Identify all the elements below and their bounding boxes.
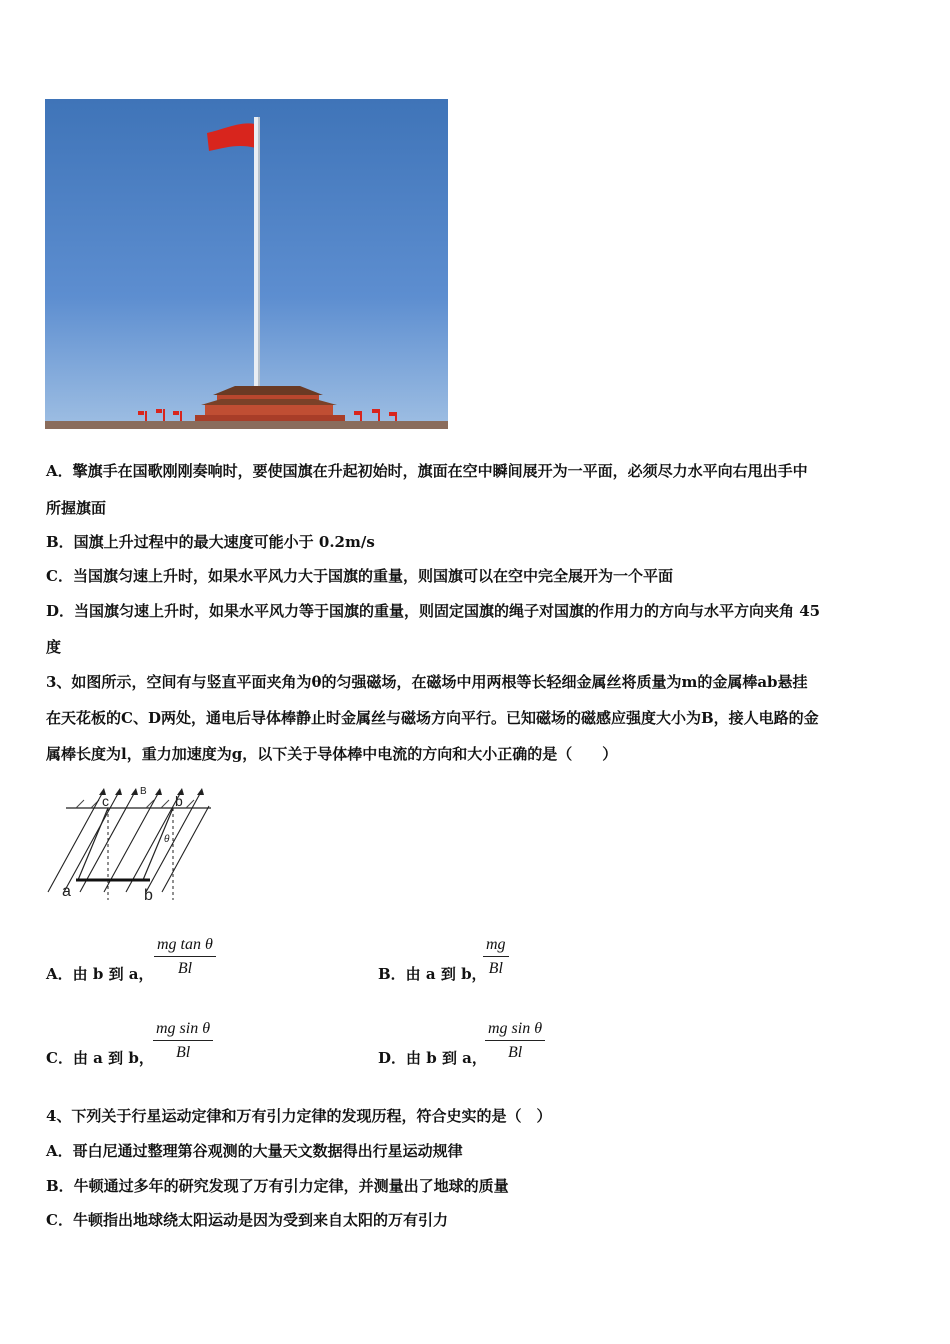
q3-option-a-numerator: mg tan θ [154, 936, 216, 957]
q3-option-c-fraction [153, 1020, 213, 1062]
q3-stem-line1: 3、如图所示，空间有与竖直平面夹角为θ的匀强磁场，在磁场中用两根等长轻细金属丝将质量为m的金属棒ab悬挂 [46, 673, 808, 691]
label-field-b: B [140, 786, 147, 797]
label-theta: θ [164, 834, 170, 845]
q3-option-b-label: B．由 a 到 b， [378, 965, 487, 983]
q4-option-b: B．牛顿通过多年的研究发现了万有引力定律，并测量出了地球的质量 [46, 1177, 509, 1195]
q3-stem-line3: 属棒长度为l，重力加速度为g，以下关于导体棒中电流的方向和大小正确的是（ ） [46, 745, 618, 763]
q3-option-a-fraction [154, 936, 216, 978]
q3-option-b-numerator: mg [483, 936, 509, 957]
q2-option-a-line2: 所握旗面 [46, 499, 107, 517]
label-d: b [175, 793, 183, 809]
q3-stem-line2: 在天花板的C、D两处，通电后导体棒静止时金属丝与磁场方向平行。已知磁场的磁感应强度大小为B，接人电路的金 [46, 709, 819, 727]
q3-option-c-denominator: Bl [175, 1044, 191, 1061]
label-a: a [62, 883, 71, 900]
q3-option-d-label: D．由 b 到 a， [378, 1049, 487, 1067]
q3-option-d-fraction [485, 1020, 545, 1062]
magnetic-field-diagram [46, 782, 216, 907]
q3-option-c-numerator: mg sin θ [153, 1020, 213, 1041]
q4-option-c: C．牛顿指出地球绕太阳运动是因为受到来自太阳的万有引力 [46, 1211, 448, 1229]
q3-option-d-denominator: Bl [507, 1044, 523, 1061]
q4-stem: 4、下列关于行星运动定律和万有引力定律的发现历程，符合史实的是（ ） [46, 1107, 552, 1125]
q3-option-b-denominator: Bl [488, 960, 503, 977]
q3-option-d-numerator: mg sin θ [485, 1020, 545, 1041]
flag-photo [45, 99, 448, 429]
q3-option-a-label: A．由 b 到 a， [46, 965, 154, 983]
q3-option-a-denominator: Bl [177, 960, 193, 977]
label-b: b [144, 887, 153, 904]
q2-option-b: B．国旗上升过程中的最大速度可能小于 0.2m/s [46, 533, 375, 551]
q2-option-d-line2: 度 [46, 638, 62, 656]
label-c: c [102, 793, 109, 809]
q4-option-a: A．哥白尼通过整理第谷观测的大量天文数据得出行星运动规律 [46, 1142, 463, 1160]
q3-option-b-fraction [483, 936, 509, 978]
q2-option-c: C．当国旗匀速上升时，如果水平风力大于国旗的重量，则国旗可以在空中完全展开为一个平面 [46, 567, 673, 585]
q2-option-a-line1: A．擎旗手在国歌刚刚奏响时，要使国旗在升起初始时，旗面在空中瞬间展开为一平面，必须尽力水平向右甩出手中 [46, 462, 808, 480]
q3-option-c-label: C．由 a 到 b， [46, 1049, 154, 1067]
q2-option-d-line1: D．当国旗匀速上升时，如果水平风力等于国旗的重量，则固定国旗的绳子对国旗的作用力的方向与水平方向夹角 45 [46, 602, 821, 620]
flag-photo-image [45, 99, 448, 429]
